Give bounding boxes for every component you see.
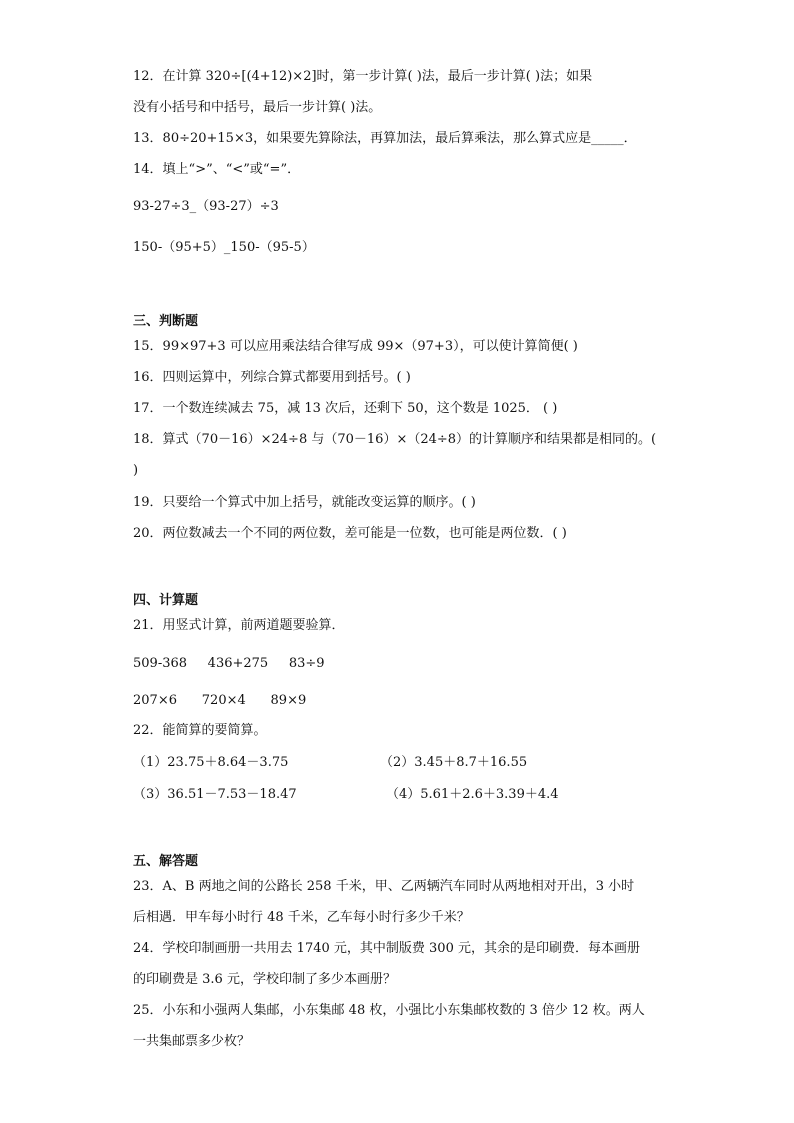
- question-18-line-1: 18．算式（70－16）×24÷8 与（70－16）×（24÷8）的计算顺序和结果都是相同的。(: [133, 432, 657, 447]
- question-24-line-1: 24．学校印制画册一共用去 1740 元，其中制版费 300 元，其余的是印刷费．每本画册: [133, 941, 640, 956]
- question-23-line-2: 后相遇．甲车每小时行 48 千米，乙车每小时行多少千米？: [133, 910, 470, 925]
- question-23-line-1: 23．A、B 两地之间的公路长 258 千米，甲、乙两辆汽车同时从两地相对开出，3 小时: [133, 879, 635, 894]
- question-25-line-1: 25．小东和小强两人集邮，小东集邮 48 枚，小强比小东集邮枚数的 3 倍少 12 枚。两人: [133, 1003, 645, 1018]
- section-3-title: 三、判断题: [133, 314, 199, 329]
- question-21-row-1: 509-368 436+275 83÷9: [133, 656, 325, 671]
- section-5-title: 五、解答题: [133, 854, 199, 869]
- question-19: 19．只要给一个算式中加上括号，就能改变运算的顺序。( ): [133, 495, 476, 510]
- question-21-stem: 21．用竖式计算，前两道题要验算．: [133, 618, 345, 633]
- question-22-item-4: （4）5.61＋2.6＋3.39＋4.4: [386, 787, 559, 802]
- question-18-line-2: ): [133, 463, 139, 478]
- section-4-title: 四、计算题: [133, 593, 199, 608]
- question-13: 13．80÷20+15×3，如果要先算除法，再算加法，最后算乘法，那么算式应是_____．: [133, 131, 637, 146]
- question-22-stem: 22．能简算的要简算。: [133, 723, 267, 738]
- question-14-row-2: 150-（95+5）_150-（95-5）: [133, 240, 315, 255]
- question-15: 15．99×97+3 可以应用乘法结合律写成 99×（97+3），可以使计算简便( ): [133, 339, 578, 354]
- question-22-item-3: （3）36.51－7.53－18.47: [133, 787, 297, 802]
- question-22-item-1: （1）23.75＋8.64－3.75: [133, 755, 289, 770]
- question-24-line-2: 的印刷费是 3.6 元，学校印制了多少本画册？: [133, 972, 396, 987]
- question-20: 20．两位数减去一个不同的两位数，差可能是一位数，也可能是两位数．( ): [133, 526, 567, 541]
- question-22-item-2: （2）3.45＋8.7＋16.55: [380, 755, 528, 770]
- question-14-stem: 14．填上“>”、“<”或“=”．: [133, 162, 301, 177]
- question-25-line-2: 一共集邮票多少枚？: [133, 1034, 251, 1049]
- question-14-row-1: 93-27÷3_（93-27）÷3: [133, 199, 279, 214]
- question-16: 16．四则运算中，列综合算式都要用到括号。( ): [133, 370, 411, 385]
- question-21-row-2: 207×6 720×4 89×9: [133, 693, 307, 708]
- question-17: 17．一个数连续减去 75，减 13 次后，还剩下 50，这个数是 1025． ( ): [133, 401, 558, 416]
- question-12-line-2: 没有小括号和中括号，最后一步计算( )法。: [133, 100, 382, 115]
- question-12-line-1: 12．在计算 320÷[(4+12)×2]时，第一步计算( )法，最后一步计算( )法；如果: [133, 69, 593, 84]
